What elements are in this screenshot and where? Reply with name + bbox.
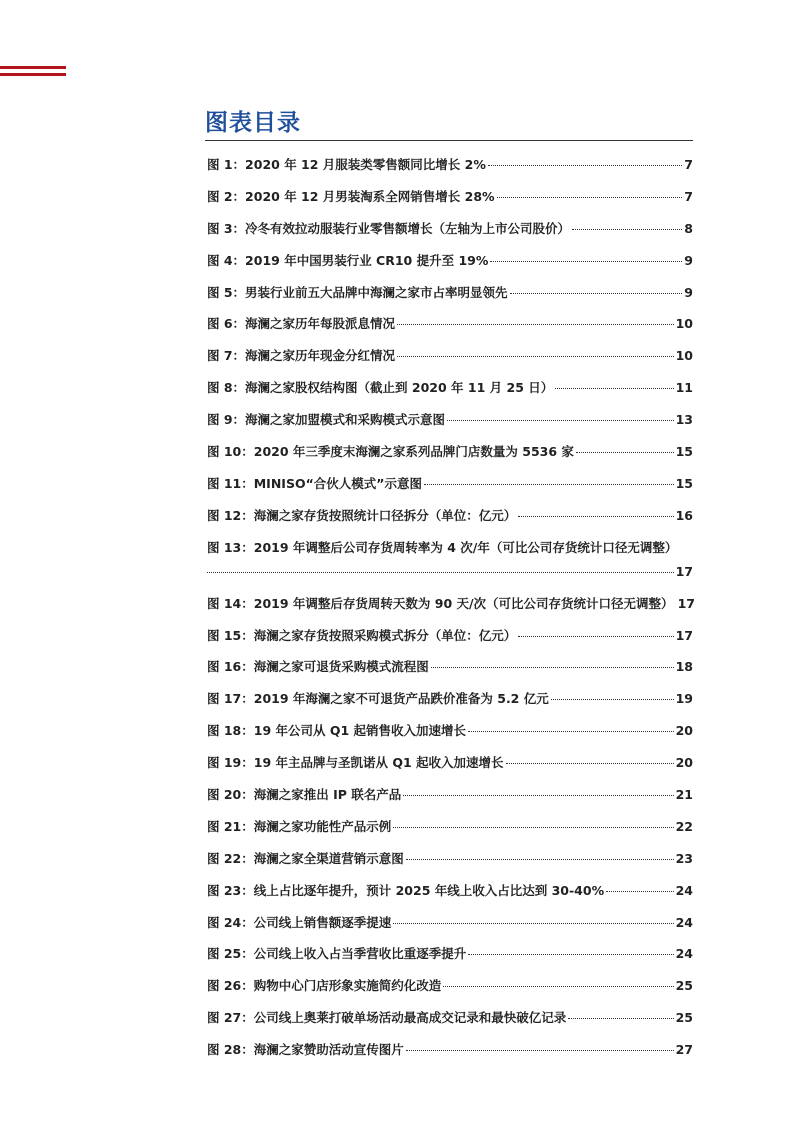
toc-entry[interactable] [207, 812, 693, 844]
toc-entry-page: 23 [675, 850, 693, 866]
toc-entry[interactable] [207, 1035, 693, 1067]
toc-entry[interactable] [207, 150, 693, 182]
toc-entry-page: 7 [684, 157, 693, 172]
toc-entry-label: 图 6：海澜之家历年每股派息情况 [207, 316, 396, 332]
dot-leader [510, 292, 683, 294]
toc-entry-page: 16 [675, 507, 693, 523]
toc-entry[interactable] [207, 589, 693, 621]
toc-entry-continuation [207, 564, 693, 579]
toc-entry-page: 9 [684, 284, 693, 300]
toc-entry-page: 19 [675, 691, 693, 707]
toc-entry[interactable] [207, 908, 693, 940]
dot-leader [393, 922, 673, 924]
toc-entry-label: 图 23：线上占比逐年提升，预计 2025 年线上收入占比达到 30-40% [207, 882, 605, 898]
toc-entry-page: 9 [684, 252, 693, 268]
toc-entry-label: 图 4：2019 年中国男装行业 CR10 提升至 19% [207, 252, 489, 268]
toc-entry-label: 图 20：海澜之家推出 IP 联名产品 [207, 787, 402, 803]
dot-leader [518, 635, 673, 637]
toc-entry-page: 15 [675, 444, 693, 460]
toc-entry-page: 25 [675, 978, 693, 994]
toc-entry-page: 20 [675, 755, 693, 771]
toc-entry-page: 24 [675, 882, 693, 898]
dot-leader [447, 419, 674, 421]
toc-entry-label: 图 12：海澜之家存货按照统计口径拆分（单位：亿元） [207, 507, 517, 523]
toc-entry[interactable] [207, 182, 693, 214]
toc-entry-label: 图 1：2020 年 12 月服装类零售额同比增长 2% [207, 157, 486, 172]
dot-leader [397, 323, 674, 325]
toc-entry-page: 24 [675, 914, 693, 930]
toc-entry-label: 图 11：MINISO“合伙人模式”示意图 [207, 475, 423, 491]
toc-entry[interactable] [207, 621, 693, 653]
dot-leader [468, 730, 674, 732]
toc-entry[interactable] [207, 246, 693, 278]
header-accent-bar [0, 66, 66, 69]
toc-entry-label: 图 28：海澜之家赞助活动宣传图片 [207, 1042, 404, 1058]
toc-entry[interactable] [207, 278, 693, 310]
toc-entry-page: 18 [675, 659, 693, 675]
toc-entry[interactable] [207, 533, 693, 589]
toc-entry-label: 图 10：2020 年三季度末海澜之家系列品牌门店数量为 5536 家 [207, 444, 574, 460]
table-of-figures [207, 150, 693, 1067]
toc-entry-page: 21 [675, 787, 693, 803]
toc-entry-label: 图 25：公司线上收入占当季营收比重逐季提升 [207, 946, 467, 962]
toc-entry[interactable] [207, 684, 693, 716]
dot-leader [397, 355, 674, 357]
toc-entry[interactable] [207, 939, 693, 971]
toc-entry-label: 图 13：2019 年调整后公司存货周转率为 4 次/年（可比公司存货统计口径无调整） [207, 539, 678, 555]
toc-entry[interactable] [207, 1003, 693, 1035]
toc-entry-page: 17 [675, 627, 693, 643]
toc-entry[interactable] [207, 780, 693, 812]
dot-leader [406, 1049, 674, 1051]
dot-leader [551, 698, 674, 700]
dot-leader [424, 483, 674, 485]
toc-entry[interactable] [207, 309, 693, 341]
toc-entry-label: 图 19：19 年主品牌与圣凯诺从 Q1 起收入加速增长 [207, 755, 504, 771]
toc-entry-page: 10 [675, 348, 693, 364]
toc-entry-label: 图 21：海澜之家功能性产品示例 [207, 818, 392, 834]
dot-leader [406, 858, 674, 860]
page-title: 图表目录 [205, 110, 301, 136]
toc-entry-page: 17 [677, 595, 695, 611]
toc-entry-label: 图 14：2019 年调整后存货周转天数为 90 天/次（可比公司存货统计口径无调整） [207, 595, 674, 611]
dot-leader [393, 826, 673, 828]
toc-entry-label: 图 16：海澜之家可退货采购模式流程图 [207, 659, 429, 675]
dot-leader [468, 953, 673, 955]
dot-leader [606, 890, 673, 892]
toc-entry[interactable] [207, 876, 693, 908]
toc-entry-page: 20 [675, 723, 693, 739]
toc-entry[interactable] [207, 844, 693, 876]
toc-entry-label: 图 9：海澜之家加盟模式和采购模式示意图 [207, 412, 446, 428]
dot-leader [207, 571, 674, 573]
toc-entry[interactable] [207, 501, 693, 533]
toc-entry-page: 13 [675, 412, 693, 428]
dot-leader [443, 985, 673, 987]
toc-entry-label: 图 5：男装行业前五大品牌中海澜之家市占率明显领先 [207, 284, 508, 300]
toc-entry-page: 11 [675, 380, 693, 396]
toc-entry-label: 图 3：冷冬有效拉动服装行业零售额增长（左轴为上市公司股价） [207, 220, 571, 236]
dot-leader [506, 762, 674, 764]
toc-entry[interactable] [207, 716, 693, 748]
toc-entry-page: 10 [675, 316, 693, 332]
toc-entry-page: 22 [675, 818, 693, 834]
toc-entry-label: 图 27：公司线上奥莱打破单场活动最高成交记录和最快破亿记录 [207, 1010, 567, 1026]
toc-entry-label: 图 2：2020 年 12 月男装淘系全网销售增长 28% [207, 188, 495, 204]
toc-entry[interactable] [207, 748, 693, 780]
toc-entry[interactable] [207, 214, 693, 246]
toc-entry-page: 7 [684, 188, 693, 204]
dot-leader [490, 260, 682, 262]
dot-leader [431, 666, 674, 668]
title-divider [205, 140, 693, 141]
header-accent-bar-lower [0, 73, 66, 76]
toc-entry-label: 图 15：海澜之家存货按照采购模式拆分（单位：亿元） [207, 627, 517, 643]
toc-entry-page: 17 [675, 563, 693, 579]
toc-entry-page: 8 [684, 220, 693, 236]
toc-entry-page: 15 [675, 475, 693, 491]
toc-entry-label: 图 8：海澜之家股权结构图（截止到 2020 年 11 月 25 日） [207, 380, 554, 396]
toc-entry[interactable] [207, 341, 693, 373]
toc-entry-label: 图 22：海澜之家全渠道营销示意图 [207, 850, 404, 866]
toc-entry[interactable] [207, 405, 693, 437]
toc-entry[interactable] [207, 971, 693, 1003]
toc-entry-label: 图 24：公司线上销售额逐季提速 [207, 914, 392, 930]
toc-entry[interactable] [207, 437, 693, 469]
toc-entry-label: 图 7：海澜之家历年现金分红情况 [207, 348, 396, 364]
dot-leader [497, 196, 683, 198]
toc-entry[interactable] [207, 469, 693, 501]
toc-entry-page: 27 [675, 1042, 693, 1058]
dot-leader [568, 1017, 673, 1019]
toc-entry[interactable] [207, 652, 693, 684]
toc-entry-label: 图 18：19 年公司从 Q1 起销售收入加速增长 [207, 723, 467, 739]
dot-leader [555, 387, 673, 389]
toc-entry-label: 图 17：2019 年海澜之家不可退货产品跌价准备为 5.2 亿元 [207, 691, 549, 707]
dot-leader [403, 794, 673, 796]
toc-entry[interactable] [207, 373, 693, 405]
dot-leader [572, 228, 682, 230]
toc-entry-page: 25 [675, 1010, 693, 1026]
dot-leader [518, 515, 673, 517]
toc-entry-page: 24 [675, 946, 693, 962]
dot-leader [576, 451, 674, 453]
dot-leader [488, 164, 682, 166]
toc-entry-label: 图 26：购物中心门店形象实施简约化改造 [207, 978, 442, 994]
